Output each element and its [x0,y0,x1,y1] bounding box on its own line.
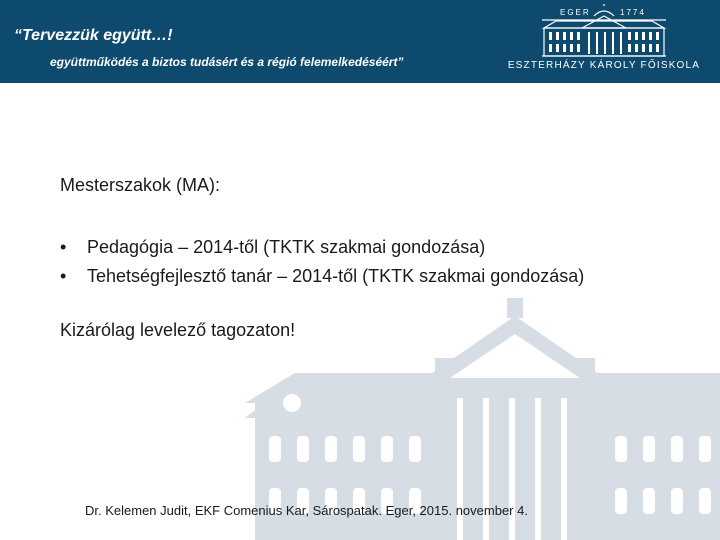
section-heading: Mesterszakok (MA): [60,175,221,195]
list-item [60,262,584,291]
list-item [60,233,584,262]
logo-year: 1774 [620,8,646,17]
motto-text: “Tervezzük együtt…! [14,27,173,44]
subtitle-text: együttműködés a biztos tudásért és a régió felemelkedéséért” [50,55,404,69]
logo-institution-name: ESZTERHÁZY KÁROLY FŐISKOLA [507,60,701,71]
logo-city: EGER [560,8,591,17]
bullet-icon: • [60,266,67,286]
program-list [60,233,584,291]
list-item-label: Pedagógia – 2014-től (TKTK szakmai gondozása) [87,237,486,257]
list-item-label: Tehetségfejlesztő tanár – 2014-től (TKTK szakmai gondozása) [87,266,585,286]
bullet-icon: • [60,237,67,257]
attendance-note: Kizárólag levelező tagozaton! [60,320,296,340]
footer-credit: Dr. Kelemen Judit, EKF Comenius Kar, Sárospatak. Eger, 2015. november 4. [85,503,528,518]
